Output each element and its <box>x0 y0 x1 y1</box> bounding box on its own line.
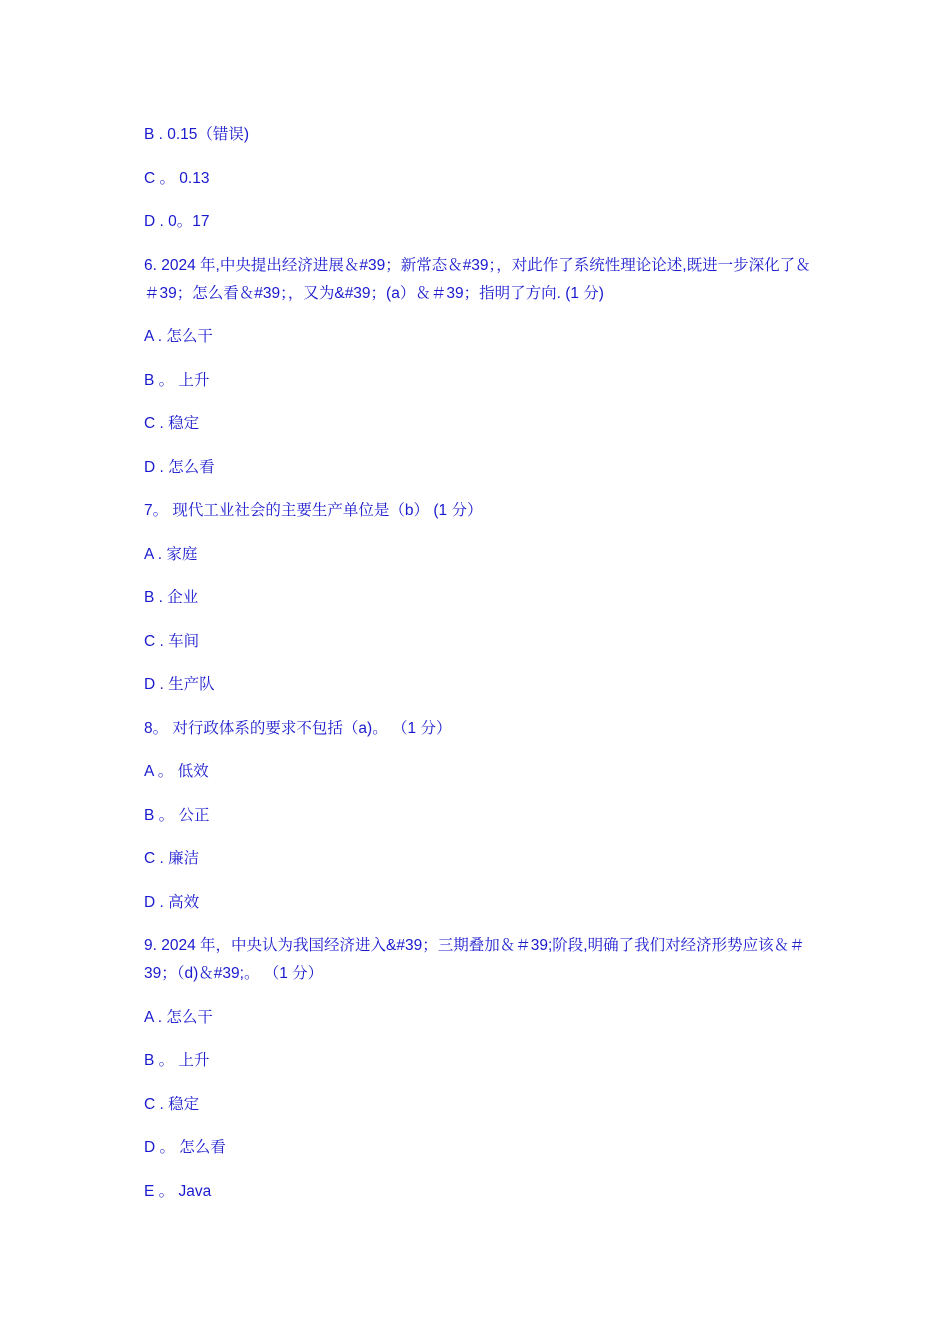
option-c-q7: C . 车间 <box>144 632 200 650</box>
option-b-q7: B . 企业 <box>144 589 199 606</box>
option-e-q9: E 。 Java <box>144 1182 212 1200</box>
question-6: 6. 2024 年,中央提出经济进展＆#39；新常态＆#39；，对此作了系统性理论论述,既进一步深化了＆＃39；怎么看＆#39；，又为&#39；(a）＆＃39；指明了方向. (1 分) <box>144 256 811 302</box>
option-c-q9: C . 稳定 <box>144 1095 200 1113</box>
option-b-q9: B 。 上升 <box>144 1052 210 1069</box>
question-8: 8。 对行政体系的要求不包括（a)。 （1 分） <box>144 719 452 737</box>
option-b-q8: B 。 公正 <box>144 806 210 824</box>
option-a-q9: A . 怎么干 <box>144 1008 213 1026</box>
option-c-q8: C . 廉洁 <box>144 850 200 867</box>
option-d-q5: D . 0。17 <box>144 213 210 230</box>
option-a-q6: A . 怎么干 <box>144 328 213 345</box>
option-d-q8: D . 高效 <box>144 893 200 911</box>
option-b-q6: B 。 上升 <box>144 371 210 389</box>
option-a-q7: A . 家庭 <box>144 545 198 563</box>
option-c-q5: C 。 0.13 <box>144 169 210 187</box>
option-c-q6: C . 稳定 <box>144 415 200 432</box>
option-d-q6: D . 怎么看 <box>144 458 215 476</box>
document-body <box>144 121 814 1221</box>
option-a-q8: A 。 低效 <box>144 763 209 780</box>
option-d-q7: D . 生产队 <box>144 676 215 693</box>
question-9: 9. 2024 年，中央认为我国经济进入&#39；三期叠加＆＃39;阶段,明确了我们对经济形势应该＆＃39；（d)＆#39;。 （1 分） <box>144 937 805 982</box>
option-b-q5: B . 0.15（错误) <box>144 126 250 143</box>
option-d-q9: D 。 怎么看 <box>144 1139 226 1156</box>
question-7: 7。 现代工业社会的主要生产单位是（b） (1 分） <box>144 502 483 519</box>
